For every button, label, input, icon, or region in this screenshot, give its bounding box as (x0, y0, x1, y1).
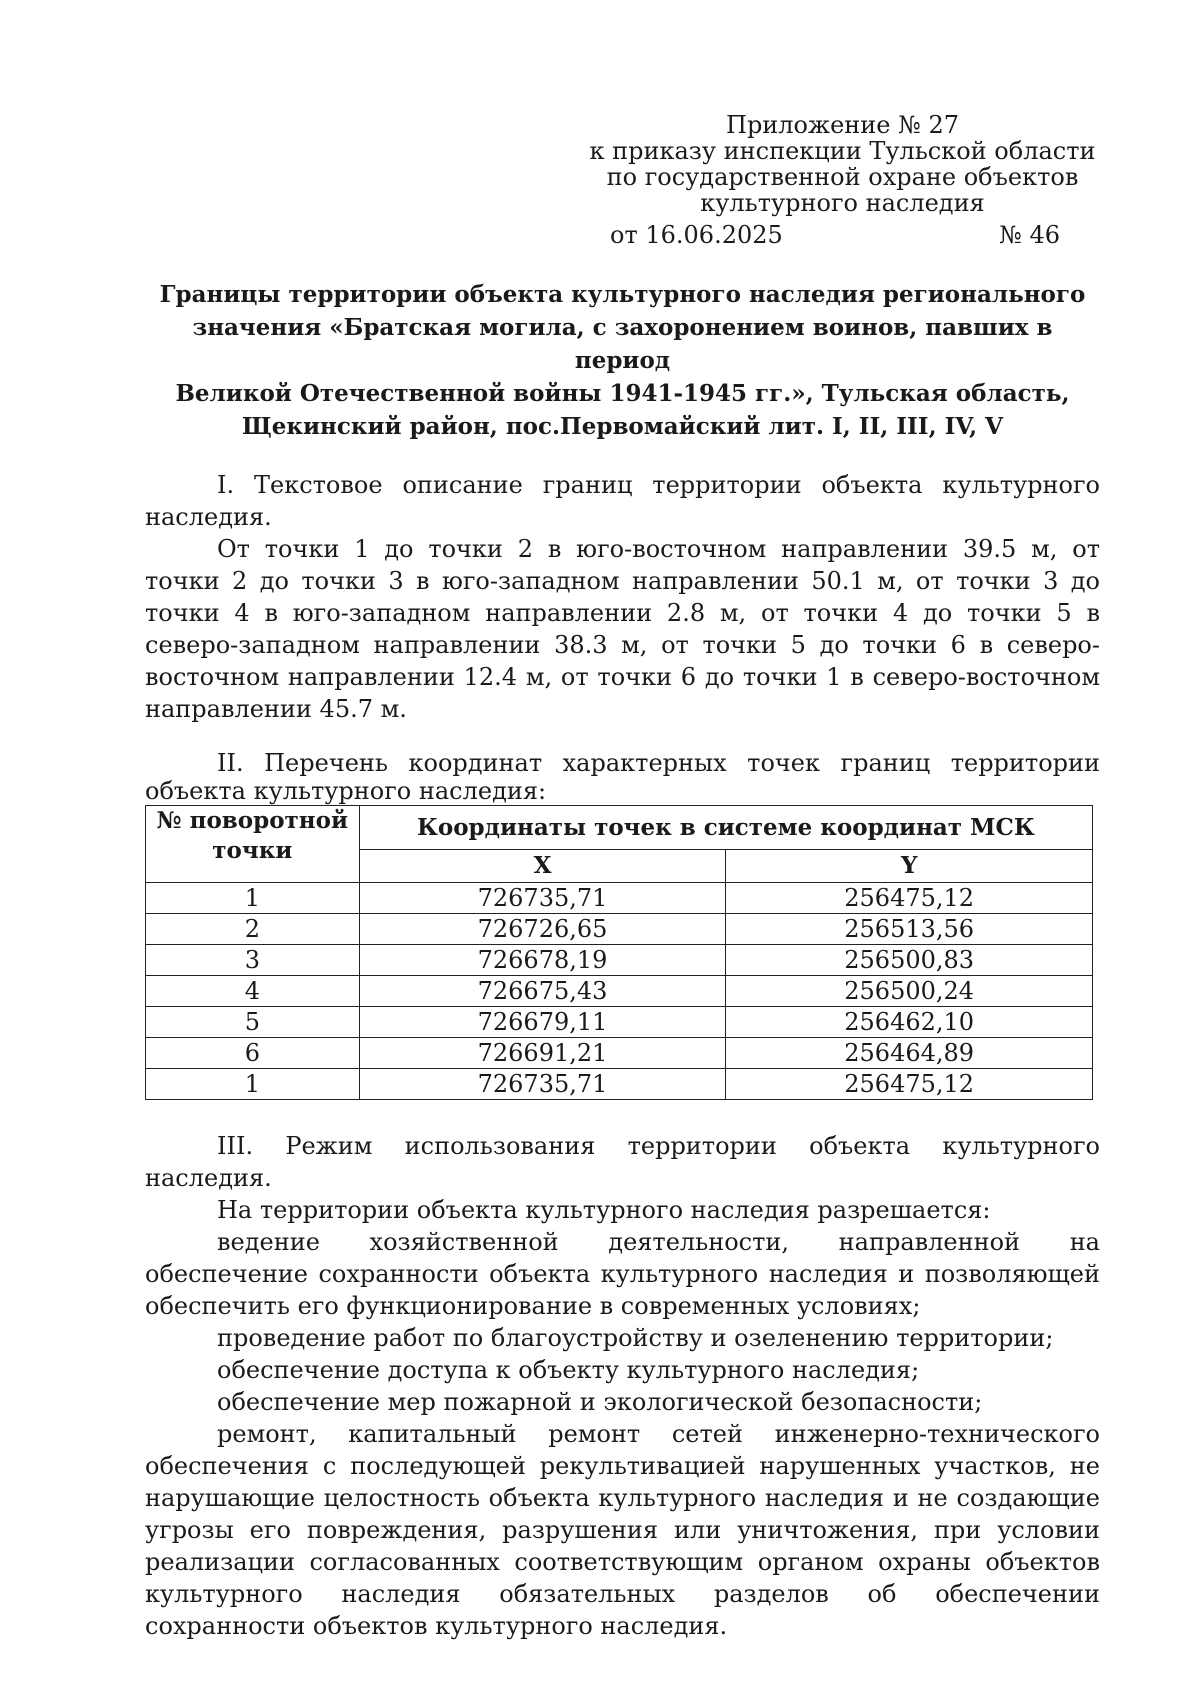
section-coordinates (145, 749, 1100, 805)
header-point-number: № поворотной точки (146, 806, 360, 883)
section3-intro: На территории объекта культурного наследия разрешается: (217, 1196, 991, 1224)
section-usage-regime (145, 1130, 1100, 1642)
cell-y: 256513,56 (726, 914, 1093, 945)
annex-line: к приказу инспекции Тульской области (589, 137, 1096, 165)
order-date-number (610, 220, 1060, 250)
header-coordinates: Координаты точек в системе координат МСК (359, 806, 1092, 850)
annex-header (585, 112, 1100, 216)
table-row (146, 1007, 1093, 1038)
order-date: от 16.06.2025 (610, 221, 783, 249)
cell-y: 256500,24 (726, 976, 1093, 1007)
annex-line: Приложение № 27 (726, 111, 959, 139)
cell-point: 3 (146, 945, 360, 976)
cell-y: 256475,12 (726, 883, 1093, 914)
table-row (146, 976, 1093, 1007)
title-line: значения «Братская могила, с захоронением воинов, павших в период (192, 314, 1053, 374)
section3-heading: III. Режим использования территории объекта культурного наследия. (145, 1132, 1100, 1192)
cell-point: 5 (146, 1007, 360, 1038)
section2-heading: II. Перечень координат характерных точек границ территории объекта культурного наследия: (145, 749, 1100, 805)
table-row (146, 1038, 1093, 1069)
section3-item: обеспечение мер пожарной и экологической безопасности; (217, 1388, 983, 1416)
annex-line: по государственной охране объектов (606, 163, 1079, 191)
header-y: Y (726, 849, 1093, 882)
cell-y: 256475,12 (726, 1069, 1093, 1100)
document-title (145, 278, 1100, 443)
header-x: X (359, 849, 726, 882)
section1-text: От точки 1 до точки 2 в юго-восточном направлении 39.5 м, от точки 2 до точки 3 в юго-западном направлении 50.1 м, от точки 3 до точки 4 в юго-западном направлении 2.8 м, от точки 4 до точки 5 в северо-западном направлении 38.3 м, от точки 5 до точки 6 в северо-восточном направлении 12.4 м, от точки 6 до точки 1 в северо-восточном направлении 45.7 м. (145, 535, 1100, 723)
annex-line: культурного наследия (700, 189, 985, 217)
table-row (146, 1069, 1093, 1100)
section3-item: ремонт, капитальный ремонт сетей инженерно-технического обеспечения с последующей рекультивацией нарушенных участков, не нарушающие целостность объекта культурного наследия и не создающие угрозы его повреждения, разрушения или уничтожения, при условии реализации согласованных соответствующим органом охраны объектов культурного наследия обязательных разделов об обеспечении сохранности объектов культурного наследия. (145, 1420, 1100, 1640)
cell-x: 726675,43 (359, 976, 726, 1007)
table-row (146, 883, 1093, 914)
cell-x: 726691,21 (359, 1038, 726, 1069)
section3-item: ведение хозяйственной деятельности, направленной на обеспечение сохранности объекта культурного наследия и позволяющей обеспечить его функционирование в современных условиях; (145, 1228, 1100, 1320)
cell-y: 256462,10 (726, 1007, 1093, 1038)
cell-point: 4 (146, 976, 360, 1007)
cell-y: 256500,83 (726, 945, 1093, 976)
cell-x: 726726,65 (359, 914, 726, 945)
cell-x: 726735,71 (359, 1069, 726, 1100)
section-text-description (145, 469, 1100, 725)
title-line: Щекинский район, пос.Первомайский лит. I, II, III, IV, V (241, 413, 1004, 440)
table-row (146, 914, 1093, 945)
cell-point: 1 (146, 883, 360, 914)
title-line: Границы территории объекта культурного наследия регионального (159, 281, 1086, 308)
table-row (146, 945, 1093, 976)
cell-x: 726678,19 (359, 945, 726, 976)
cell-point: 1 (146, 1069, 360, 1100)
coordinates-table (145, 805, 1093, 1100)
cell-y: 256464,89 (726, 1038, 1093, 1069)
order-number: № 46 (999, 221, 1060, 249)
title-line: Великой Отечественной войны 1941-1945 гг.», Тульская область, (175, 380, 1070, 407)
document-page (145, 112, 1100, 1642)
cell-x: 726735,71 (359, 883, 726, 914)
section1-heading: I. Текстовое описание границ территории объекта культурного наследия. (145, 471, 1100, 531)
cell-x: 726679,11 (359, 1007, 726, 1038)
cell-point: 6 (146, 1038, 360, 1069)
section3-item: обеспечение доступа к объекту культурного наследия; (217, 1356, 920, 1384)
section3-item: проведение работ по благоустройству и озеленению территории; (217, 1324, 1054, 1352)
cell-point: 2 (146, 914, 360, 945)
